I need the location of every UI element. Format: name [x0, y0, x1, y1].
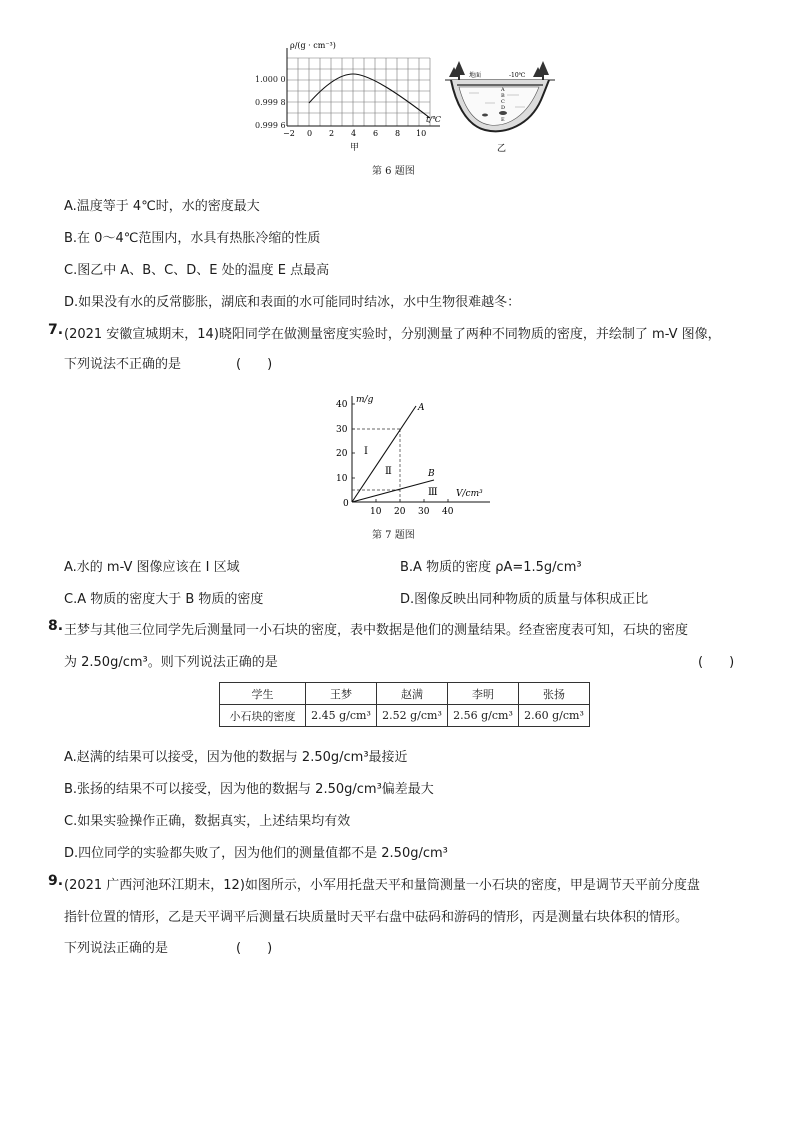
fig6-jia-label: 甲 — [350, 143, 360, 153]
fig6-yi-label: 乙 — [497, 144, 507, 154]
fig7-y-axis-label: m/g — [356, 395, 374, 405]
table-header-cell: 赵满 — [377, 683, 448, 705]
q9-number: 9. — [48, 873, 64, 889]
q7-stem-line1: (2021 安徽宣城期末，14)晓阳同学在做测量密度实验时，分别测量了两种不同物质的密度，并绘制了 m-V 图像， — [64, 327, 721, 342]
q8-stem-line2: 为 2.50g/cm³。则下列说法正确的是 — [64, 655, 278, 670]
lake-point-a: A — [501, 87, 505, 93]
q9-stem-line1: (2021 广西河池环江期末，12)如图所示，小军用托盘天平和量筒测量一小石块的密度，甲是调节天平前分度盘 — [64, 878, 700, 893]
fig7-x-tick: 10 — [370, 507, 382, 517]
fig7-y-tick: 20 — [336, 449, 348, 459]
fig6-x-tick: −2 — [283, 129, 295, 138]
q7-option-d: D.图像反映出同种物质的质量与体积成正比 — [400, 592, 649, 607]
fig6-y-tick-2: 0.999 8 — [255, 98, 286, 107]
q8-option-a: A.赵满的结果可以接受，因为他的数据与 2.50g/cm³最接近 — [64, 750, 408, 765]
table-cell: 2.52 g/cm³ — [377, 705, 448, 727]
lake-point-e: E — [501, 117, 505, 123]
fig6-density-graph — [270, 40, 450, 155]
fig7-x-tick: 30 — [418, 507, 430, 517]
fig7-y-tick: 30 — [336, 425, 348, 435]
region-1-label: Ⅰ — [364, 446, 368, 457]
q8-option-c: C.如果实验操作正确，数据真实，上述结果均有效 — [64, 814, 351, 829]
fig7-y-tick: 40 — [336, 400, 348, 410]
lake-temp-label: -10℃ — [509, 72, 526, 79]
region-3-label: Ⅲ — [428, 487, 438, 498]
fig6-x-tick: 2 — [329, 129, 335, 138]
table-cell: 2.60 g/cm³ — [519, 705, 590, 727]
table-header-cell: 王梦 — [306, 683, 377, 705]
fig7-origin: 0 — [343, 499, 349, 509]
q7-option-c: C.A 物质的密度大于 B 物质的密度 — [64, 592, 264, 607]
tree-icon — [449, 61, 549, 80]
fig7-mv-graph — [330, 392, 500, 520]
fig7-x-axis-label: V/cm³ — [456, 489, 483, 499]
line-a-label: A — [418, 403, 425, 413]
q8-density-table — [219, 682, 590, 727]
q7-number: 7. — [48, 322, 64, 338]
lake-point-b: B — [501, 93, 505, 99]
fig6-lake-diagram — [445, 55, 555, 155]
table-header-cell: 张扬 — [519, 683, 590, 705]
lake-point-c: C — [501, 99, 505, 105]
lake-ground-label: 地面 — [469, 72, 482, 79]
fig6-y-axis-label: ρ/(g · cm⁻³) — [290, 41, 336, 50]
q6-option-b: B.在 0～4℃范围内，水具有热胀冷缩的性质 — [64, 231, 321, 246]
table-cell: 2.45 g/cm³ — [306, 705, 377, 727]
q9-answer-bracket[interactable]: ( ) — [236, 941, 273, 956]
q9-stem-line2: 指针位置的情形，乙是天平调平后测量石块质量时天平右盘中砝码和游码的情形，丙是测量右块体积的情形。 — [64, 910, 689, 925]
q8-answer-bracket[interactable]: ( ) — [698, 655, 735, 670]
line-b-label: B — [428, 469, 435, 479]
fig7-y-tick: 10 — [336, 474, 348, 484]
fig6-x-axis-label: t/℃ — [426, 115, 441, 124]
q7-option-a: A.水的 m-V 图像应该在 I 区域 — [64, 560, 240, 575]
fig6-caption: 第 6 题图 — [372, 166, 415, 177]
table-header-cell: 学生 — [220, 683, 306, 705]
fig6-x-tick: 6 — [373, 129, 379, 138]
fig6-x-tick: 0 — [307, 129, 313, 138]
q8-stem-line1: 王梦与其他三位同学先后测量同一小石块的密度，表中数据是他们的测量结果。经查密度表可知，石块的密度 — [64, 623, 689, 638]
fig7-x-tick: 40 — [442, 507, 454, 517]
q8-option-d: D.四位同学的实验都失败了，因为他们的测量值都不是 2.50g/cm³ — [64, 846, 448, 861]
fig6-x-tick: 4 — [351, 129, 357, 138]
table-cell: 小石块的密度 — [220, 705, 306, 727]
fig6-y-tick-1: 1.000 0 — [255, 75, 286, 84]
q6-option-d: D.如果没有水的反常膨胀，湖底和表面的水可能同时结冰，水中生物很难越冬： — [64, 295, 521, 310]
table-header-row — [220, 683, 590, 705]
fig6-y-tick-3: 0.999 6 — [255, 121, 286, 130]
fig7-caption: 第 7 题图 — [372, 530, 415, 541]
q9-stem-line3: 下列说法正确的是 — [64, 941, 169, 956]
table-header-cell: 李明 — [448, 683, 519, 705]
lake-point-d: D — [501, 105, 506, 111]
table-cell: 2.56 g/cm³ — [448, 705, 519, 727]
region-2-label: Ⅱ — [385, 466, 392, 477]
fig7-x-tick: 20 — [394, 507, 406, 517]
q7-answer-bracket[interactable]: ( ) — [236, 357, 273, 372]
fig6-x-tick: 8 — [395, 129, 401, 138]
q8-number: 8. — [48, 618, 64, 634]
fig6-x-tick: 10 — [416, 129, 427, 138]
q8-option-b: B.张扬的结果不可以接受，因为他的数据与 2.50g/cm³偏差最大 — [64, 782, 434, 797]
q7-option-b: B.A 物质的密度 ρA=1.5g/cm³ — [400, 560, 582, 575]
q6-option-c: C.图乙中 A、B、C、D、E 处的温度 E 点最高 — [64, 263, 330, 278]
table-row — [220, 705, 590, 727]
q7-stem-line2: 下列说法不正确的是 — [64, 357, 182, 372]
q6-option-a: A.温度等于 4℃时，水的密度最大 — [64, 199, 260, 214]
